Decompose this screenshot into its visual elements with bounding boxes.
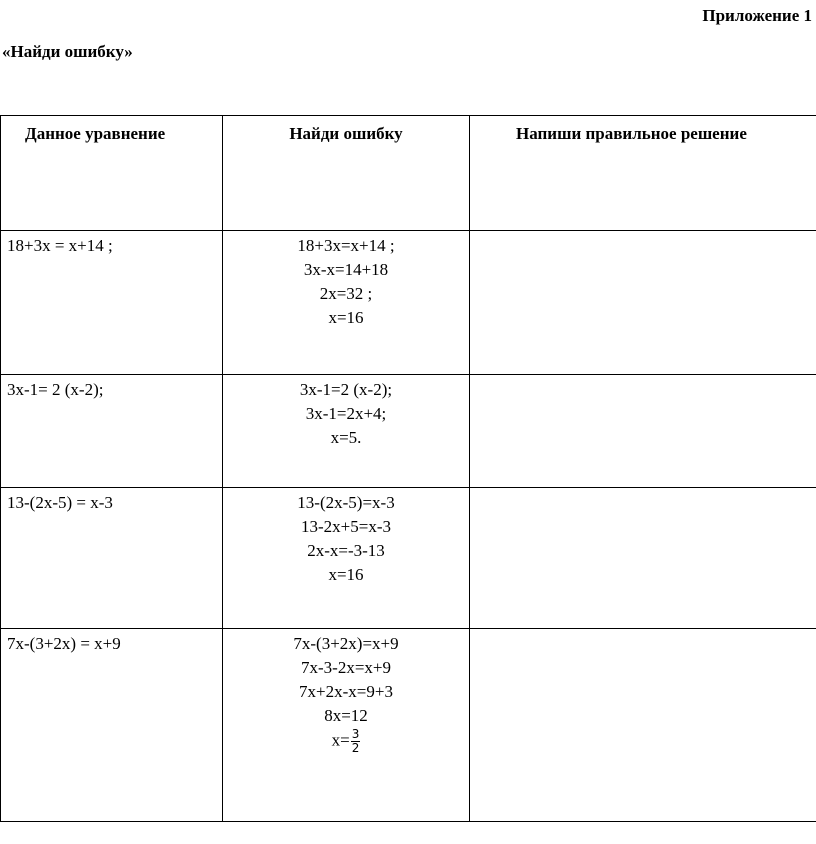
correct-solution-cell[interactable] (470, 231, 816, 375)
given-equation-cell: 3х-1= 2 (х-2); (1, 375, 223, 488)
page-title: «Найди ошибку» (2, 42, 133, 61)
solution-line: 3х-1=2х+4; (305, 404, 387, 423)
table-row (1, 231, 816, 375)
correct-solution-cell[interactable] (470, 629, 816, 822)
table-row (1, 375, 816, 488)
solution-line: 3х-1=2 (х-2); (299, 380, 393, 399)
fraction (351, 728, 361, 755)
solution-line: х=16 (328, 308, 364, 327)
fraction-numerator: 3 (351, 727, 360, 741)
column-header-correct-solution: Напиши правильное решение (470, 116, 816, 231)
appendix-label: Приложение 1 (702, 6, 812, 25)
solution-line: 7х-(3+2х)=х+9 (293, 634, 399, 653)
correct-solution-cell[interactable] (470, 375, 816, 488)
solution-line: 13-2х+5=х-3 (301, 517, 391, 536)
erroneous-solution-cell (223, 231, 470, 375)
table-header-row (1, 116, 816, 231)
column-header-find-error: Найди ошибку (223, 116, 470, 231)
given-equation-cell: 13-(2х-5) = х-3 (1, 488, 223, 629)
error-finding-table (0, 115, 816, 822)
solution-line: 18+3х=х+14 ; (297, 236, 395, 255)
correct-solution-cell[interactable] (470, 488, 816, 629)
given-equation-cell: 18+3х = х+14 ; (1, 231, 223, 375)
table-row (1, 488, 816, 629)
given-equation-cell: 7х-(3+2х) = х+9 (1, 629, 223, 822)
solution-line: 7х-3-2х=х+9 (301, 658, 391, 677)
table-row (1, 629, 816, 822)
solution-line: 2х-х=-3-13 (307, 541, 385, 560)
solution-line: 13-(2х-5)=х-3 (297, 493, 395, 512)
erroneous-solution-cell (223, 488, 470, 629)
solution-line: 7х+2х-х=9+3 (299, 682, 393, 701)
fraction-denominator: 2 (351, 741, 360, 755)
solution-line: х=16 (328, 565, 364, 584)
erroneous-solution-cell (223, 629, 470, 822)
solution-fraction-line (223, 728, 469, 755)
solution-line: 3х-х=14+18 (303, 260, 389, 279)
solution-line: 2х=32 ; (319, 284, 373, 303)
erroneous-solution-cell (223, 375, 470, 488)
column-header-given-equation: Данное уравнение (1, 116, 223, 231)
fraction-prefix: х= (331, 730, 350, 750)
solution-line: х=5. (330, 428, 362, 447)
solution-line: 8х=12 (324, 706, 368, 725)
